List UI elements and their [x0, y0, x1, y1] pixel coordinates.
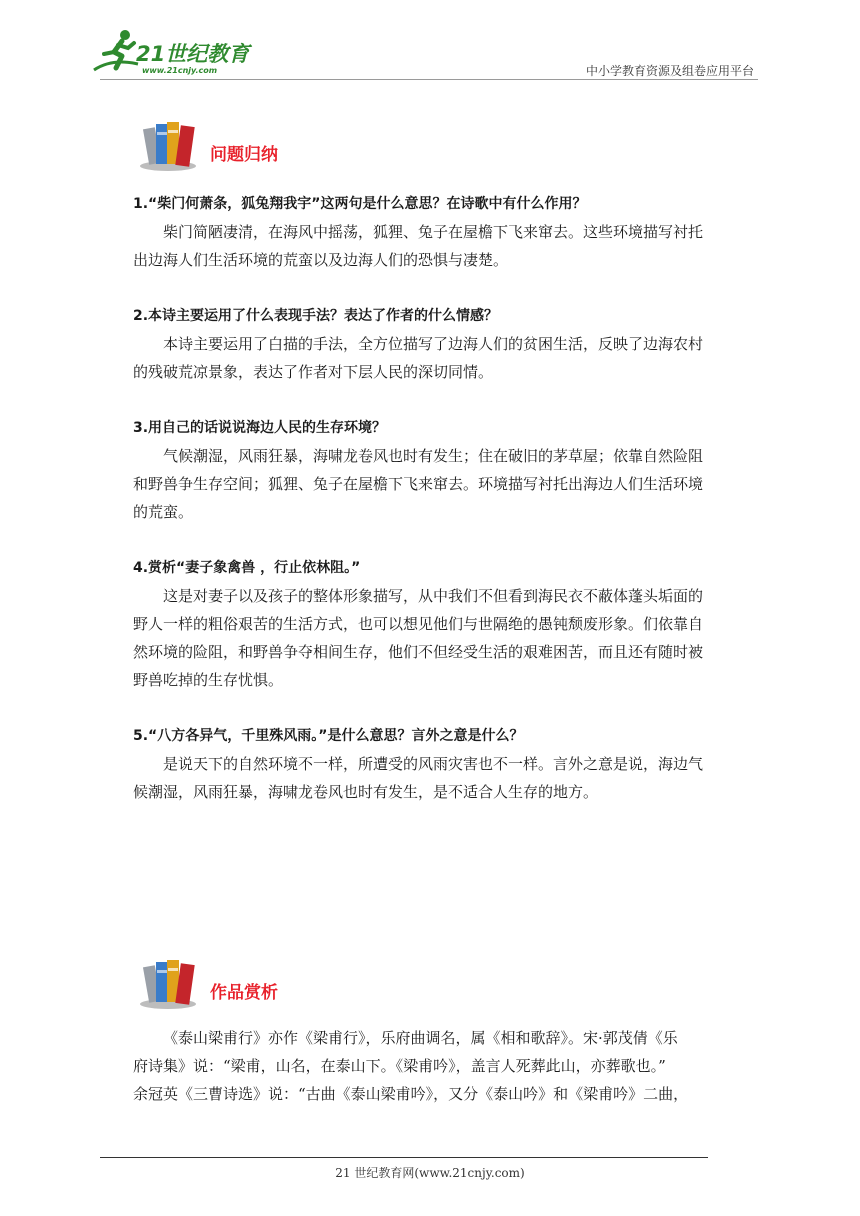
answer-5-line-1: 是说天下的自然环境不一样，所遭受的风雨灾害也不一样。言外之意是说，海边气	[163, 755, 704, 773]
answer-3-line-2: 和野兽争生存空间；狐狸、兔子在屋檐下飞来窜去。环境描写衬托出海边人们生活环境	[133, 475, 704, 493]
question-2: 2.本诗主要运用了什么表现手法？表达了作者的什么情感？	[133, 308, 499, 324]
answer-4-line-1: 这是对妻子以及孩子的整体形象描写，从中我们不但看到海民衣不蔽体蓬头垢面的	[163, 587, 704, 605]
header-platform-name: 中小学教育资源及组卷应用平台	[585, 64, 754, 78]
runner-logo-icon	[92, 28, 142, 74]
section-title: 作品赏析	[210, 983, 278, 1003]
site-logo[interactable]	[92, 28, 262, 80]
paragraph-line-1: 《泰山梁甫行》亦作《梁甫行》，乐府曲调名，属《相和歌辞》。宋·郭茂倩《乐	[163, 1029, 678, 1047]
footer-text[interactable]: 21 世纪教育网(www.21cnjy.com)	[335, 1166, 525, 1180]
answer-3-line-3: 的荒蛮。	[133, 503, 194, 521]
answer-2-line-2: 的残破荒凉景象，表达了作者对下层人民的深切同情。	[133, 363, 494, 381]
logo-url: www.21cnjy.com	[142, 66, 218, 75]
page-header	[0, 0, 860, 90]
books-icon	[138, 118, 204, 172]
section-heading-questions	[138, 118, 438, 172]
answer-1-line-2: 出边海人们生活环境的荒蛮以及边海人们的恐惧与凄楚。	[133, 251, 509, 269]
question-3: 3.用自己的话说说海边人民的生存环境？	[133, 420, 387, 436]
question-1: 1.“柴门何萧条，狐兔翔我宇”这两句是什么意思？在诗歌中有什么作用？	[133, 196, 587, 212]
questions-content	[133, 190, 773, 806]
appreciation-content	[133, 1024, 773, 1108]
answer-4-line-3: 然环境的险阻，和野兽争夺相间生存，他们不但经受生活的艰难困苦，而且还有随时被	[133, 643, 704, 661]
section-heading-appreciation	[138, 956, 438, 1010]
books-icon	[138, 956, 204, 1010]
answer-5-line-2: 候潮湿，风雨狂暴，海啸龙卷风也时有发生，是不适合人生存的地方。	[133, 783, 599, 801]
answer-4-line-4: 野兽吃掉的生存忧惧。	[133, 671, 284, 689]
footer-divider	[100, 1157, 708, 1158]
section-title: 问题归纳	[210, 145, 278, 165]
answer-1-line-1: 柴门简陋凄清，在海风中摇荡，狐狸、兔子在屋檐下飞来窜去。这些环境描写衬托	[163, 223, 704, 241]
header-divider	[100, 79, 758, 80]
question-4: 4.赏析“妻子象禽兽 ，行止依林阻。”	[133, 560, 361, 576]
answer-4-line-2: 野人一样的粗俗艰苦的生活方式，也可以想见他们与世隔绝的愚钝颓废形象。们依靠自	[133, 615, 704, 633]
question-5: 5.“八方各异气，千里殊风雨。”是什么意思？言外之意是什么？	[133, 728, 524, 744]
answer-2-line-1: 本诗主要运用了白描的手法，全方位描写了边海人们的贫困生活，反映了边海农村	[163, 335, 704, 353]
paragraph-line-2: 府诗集》说：“梁甫，山名，在泰山下。《梁甫吟》，盖言人死葬此山，亦葬歌也。”	[133, 1057, 666, 1075]
answer-3-line-1: 气候潮湿，风雨狂暴，海啸龙卷风也时有发生；住在破旧的茅草屋；依靠自然险阻	[163, 447, 704, 465]
paragraph-line-3: 余冠英《三曹诗选》说：“古曲《泰山梁甫吟》，又分《泰山吟》和《梁甫吟》二曲，	[133, 1085, 689, 1103]
logo-text: 21世纪教育	[136, 42, 250, 66]
